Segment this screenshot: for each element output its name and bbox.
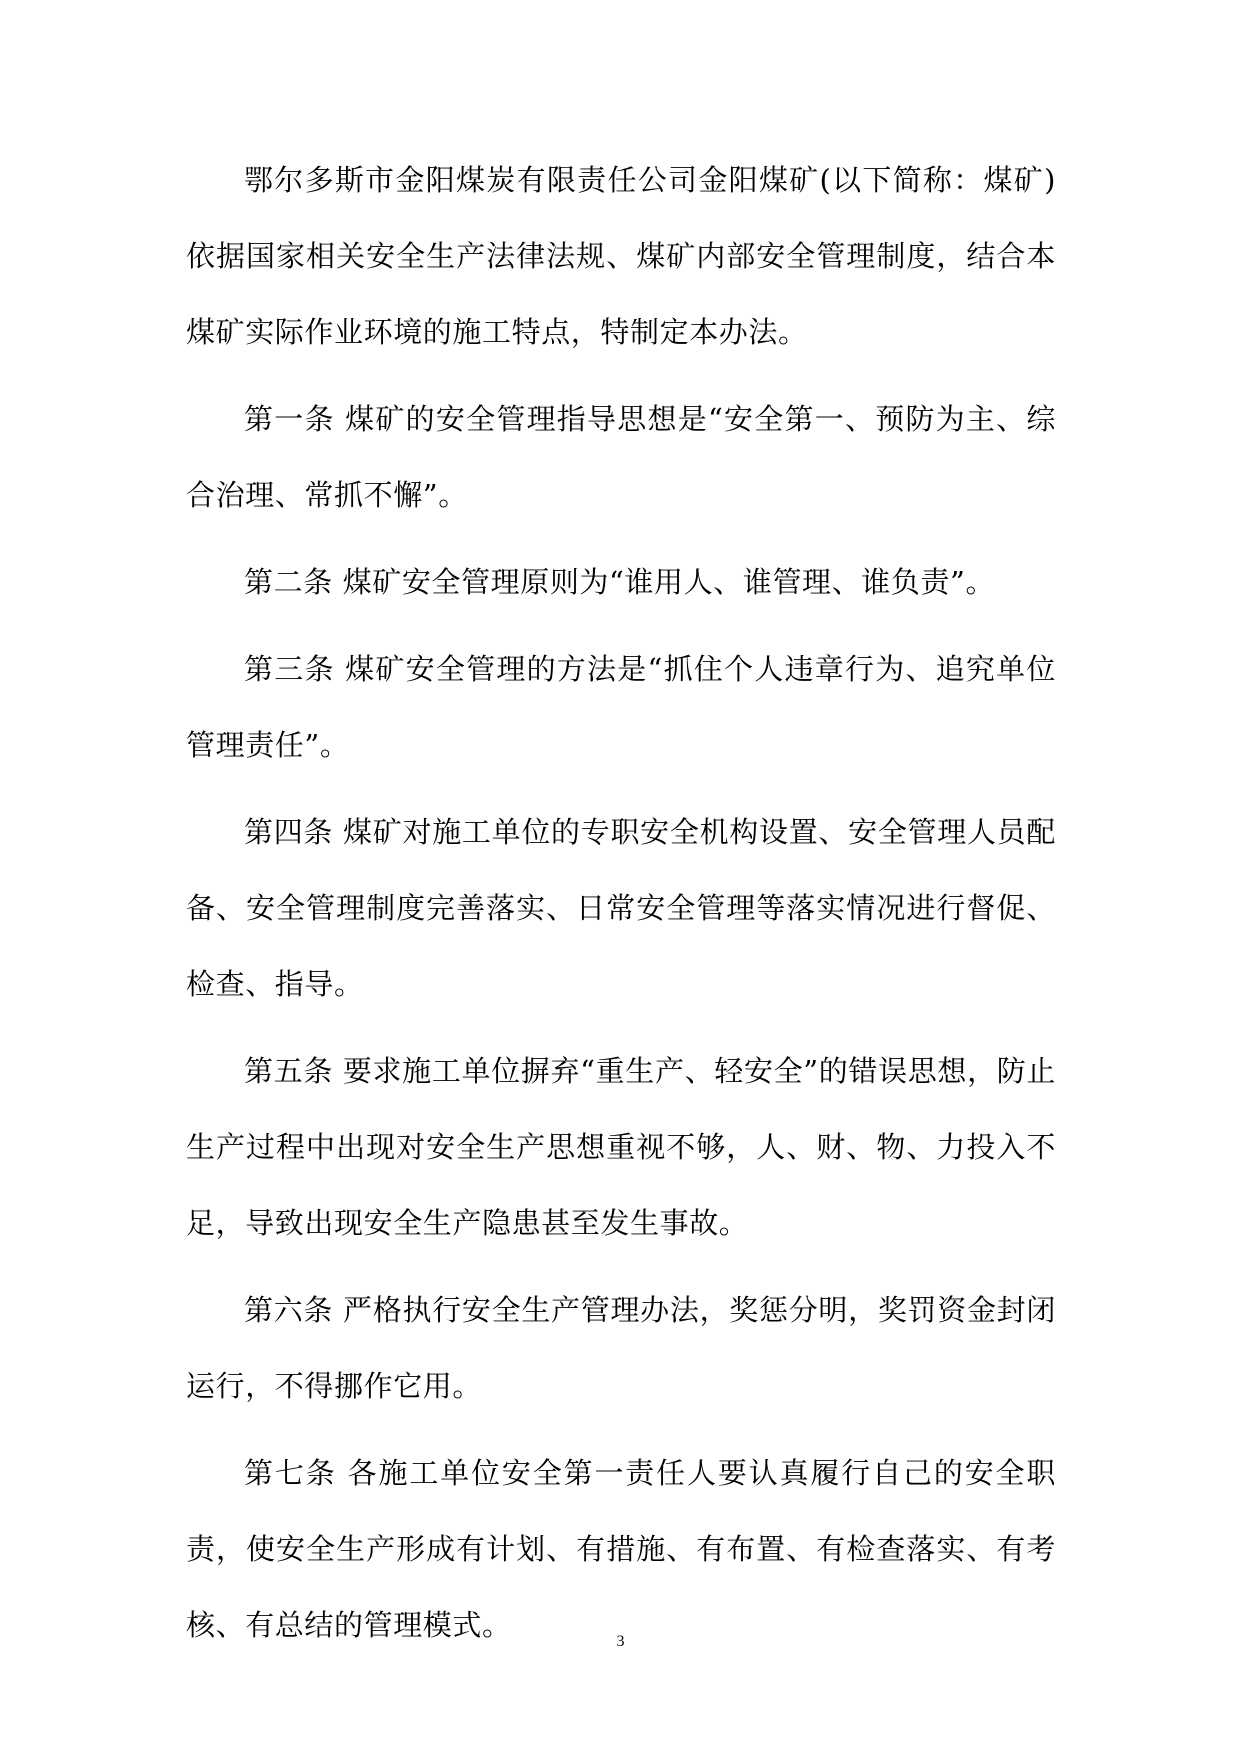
article-4-paragraph: 第四条 煤矿对施工单位的专职安全机构设置、安全管理人员配备、安全管理制度完善落实、日常安全管理等落实情况进行督促、检查、指导。 xyxy=(186,815,1056,1001)
article-7-paragraph: 第七条 各施工单位安全第一责任人要认真履行自己的安全职责，使安全生产形成有计划、有措施、有布置、有检查落实、有考核、有总结的管理模式。 xyxy=(186,1456,1056,1642)
article-2-paragraph: 第二条 煤矿安全管理原则为“谁用人、谁管理、谁负责”。 xyxy=(244,565,996,599)
article-6-paragraph: 第六条 严格执行安全生产管理办法，奖惩分明，奖罚资金封闭运行，不得挪作它用。 xyxy=(186,1293,1056,1403)
intro-paragraph: 鄂尔多斯市金阳煤炭有限责任公司金阳煤矿(以下简称：煤矿)依据国家相关安全生产法律法规、煤矿内部安全管理制度，结合本煤矿实际作业环境的施工特点，特制定本办法。 xyxy=(186,163,1056,349)
article-5-paragraph: 第五条 要求施工单位摒弃“重生产、轻安全”的错误思想，防止生产过程中出现对安全生产思想重视不够，人、财、物、力投入不足，导致出现安全生产隐患甚至发生事故。 xyxy=(186,1054,1056,1240)
document-body xyxy=(186,142,1056,1674)
article-3-paragraph: 第三条 煤矿安全管理的方法是“抓住个人违章行为、追究单位管理责任”。 xyxy=(186,652,1056,762)
page-number: 3 xyxy=(616,1633,625,1650)
article-1-paragraph: 第一条 煤矿的安全管理指导思想是“安全第一、预防为主、综合治理、常抓不懈”。 xyxy=(186,402,1056,512)
